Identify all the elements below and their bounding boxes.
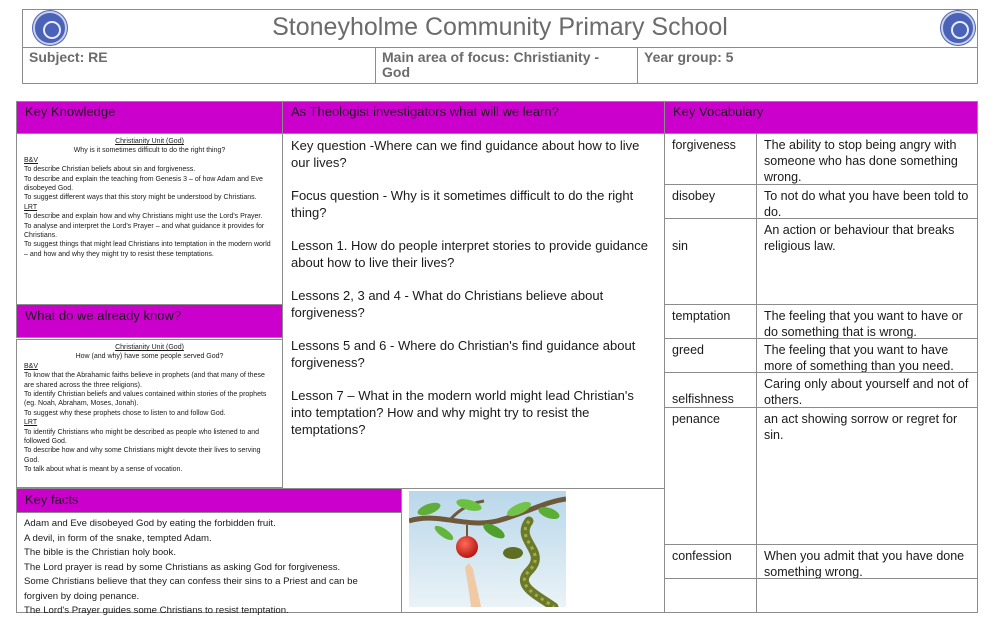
kk-line: To describe Christian beliefs about sin and forgiveness. bbox=[24, 166, 196, 174]
fact-line: Some Christians believe that they can confess their sins to a Priest and can be forgiven by doing penance. bbox=[24, 576, 358, 602]
picture-cell bbox=[401, 488, 665, 613]
year-group-cell: Year group: 5 bbox=[637, 47, 978, 84]
vocab-term-penance: penance bbox=[664, 407, 757, 545]
vocab-term-greed: greed bbox=[664, 338, 757, 373]
ak-section1-label: B&V bbox=[24, 362, 39, 370]
school-name: Stoneyholme Community Primary School bbox=[272, 13, 728, 41]
vocab-def-confession: When you admit that you have done something wrong. bbox=[756, 544, 978, 579]
kk-section2-label: LRT bbox=[24, 203, 38, 211]
vocab-empty-definition bbox=[756, 578, 978, 613]
ak-line: To describe how and why some Christians might devote their lives to serving God. bbox=[24, 447, 261, 464]
ak-question: How (and why) have some people served God? bbox=[75, 353, 224, 361]
ak-line: To identify Christian beliefs and values contained within stories of the prophets (eg. Noah, Abraham, Moses, Jonah). bbox=[24, 391, 267, 408]
learn-item: Focus question - Why is it sometimes difficult to do the right thing? bbox=[291, 188, 634, 220]
learn-item: Lesson 7 – What in the modern world might lead Christian's into temptation? How and why might try to resist the temptations? bbox=[291, 388, 634, 437]
learn-item: Lesson 1. How do people interpret stories to provide guidance about how to live their lives? bbox=[291, 238, 648, 270]
ak-unit-title: Christianity Unit (God) bbox=[115, 344, 184, 351]
forbidden-fruit-picture bbox=[409, 491, 566, 607]
learn-item: Lessons 2, 3 and 4 - What do Christians believe about forgiveness? bbox=[291, 288, 604, 320]
vocab-empty-term bbox=[664, 578, 757, 613]
vocab-term-temptation: temptation bbox=[664, 304, 757, 339]
key-knowledge-heading: Key Knowledge bbox=[16, 101, 283, 134]
kk-section1-label: B&V bbox=[24, 156, 39, 164]
vocabulary-heading: Key Vocabulary bbox=[664, 101, 978, 134]
already-know-heading: What do we already know? bbox=[16, 304, 283, 338]
key-knowledge-body bbox=[16, 133, 283, 305]
vocab-term-disobey: disobey bbox=[664, 184, 757, 219]
vocab-term-selfishness: selfishness bbox=[664, 372, 757, 408]
vocab-term-forgiveness: forgiveness bbox=[664, 133, 757, 185]
learn-heading: As Theologist investigators what will we learn? bbox=[282, 101, 665, 134]
vocab-def-sin: An action or behaviour that breaks religious law. bbox=[756, 218, 978, 305]
vocab-def-disobey: To not do what you have been told to do. bbox=[756, 184, 978, 219]
kk-question: Why is it sometimes difficult to do the right thing? bbox=[73, 147, 226, 155]
ak-line: To identify Christians who might be described as people who listened to and followed God. bbox=[24, 428, 260, 446]
vocab-def-temptation: The feeling that you want to have or do something that is wrong. bbox=[756, 304, 978, 339]
kk-line: To describe and explain how and why Christians might use the Lord's Prayer. bbox=[24, 213, 263, 221]
learn-item: Lessons 5 and 6 - Where do Christian's find guidance about forgiveness? bbox=[291, 338, 636, 370]
fact-line: The Lord prayer is read by some Christians as asking God for forgiveness. bbox=[24, 561, 341, 573]
kk-line: To suggest different ways that this story might be understood by Christians. bbox=[24, 194, 257, 202]
kk-line: To suggest things that might lead Christians into temptation in the modern world – and how and why they might try to resist these temptations. bbox=[24, 241, 271, 258]
vocab-def-penance: an act showing sorrow or regret for sin. bbox=[756, 407, 978, 545]
vocab-def-greed: The feeling that you want to have more of something than you need. bbox=[756, 338, 978, 373]
fact-line: The Lord's Prayer guides some Christians to resist temptation. bbox=[24, 605, 289, 616]
vocab-term-confession: confession bbox=[664, 544, 757, 579]
key-facts-heading: Key facts bbox=[16, 488, 402, 513]
kk-unit-title: Christianity Unit (God) bbox=[115, 138, 184, 145]
key-facts-body bbox=[16, 512, 402, 616]
already-know-body bbox=[16, 339, 283, 488]
vocab-term-sin: sin bbox=[664, 218, 757, 305]
school-header bbox=[22, 9, 978, 48]
ak-line: To talk about what is meant by a sense of vocation. bbox=[24, 466, 183, 474]
fact-line: Adam and Eve disobeyed God by eating the forbidden fruit. bbox=[24, 518, 276, 529]
vocab-def-forgiveness: The ability to stop being angry with someone who has done something wrong. bbox=[756, 133, 978, 185]
focus-cell bbox=[375, 47, 638, 84]
vocab-def-selfishness: Caring only about yourself and not of others. bbox=[756, 372, 978, 408]
focus-line-2: God bbox=[382, 64, 410, 80]
ak-line: To know that the Abrahamic faiths believe in prophets (and that many of these are shared across the three religions). bbox=[24, 372, 265, 389]
focus-line-1: Main area of focus: Christianity - bbox=[382, 49, 600, 65]
ak-section2-label: LRT bbox=[24, 419, 38, 427]
learn-item: Key question -Where can we find guidance about how to live our lives? bbox=[291, 138, 640, 170]
learn-body bbox=[282, 133, 665, 489]
subject-cell: Subject: RE bbox=[22, 47, 376, 84]
fact-line: A devil, in form of the snake, tempted Adam. bbox=[24, 532, 212, 544]
fact-line: The bible is the Christian holy book. bbox=[24, 547, 176, 558]
kk-line: To analyse and interpret the Lord's Prayer – and what guidance it provides for Christians. bbox=[24, 222, 265, 240]
school-crest-right-icon bbox=[941, 11, 975, 45]
kk-line: To describe and explain the teaching from Genesis 3 – of how Adam and Eve disobeyed God. bbox=[24, 175, 263, 193]
ak-line: To suggest why these prophets chose to listen to and follow God. bbox=[24, 409, 226, 417]
